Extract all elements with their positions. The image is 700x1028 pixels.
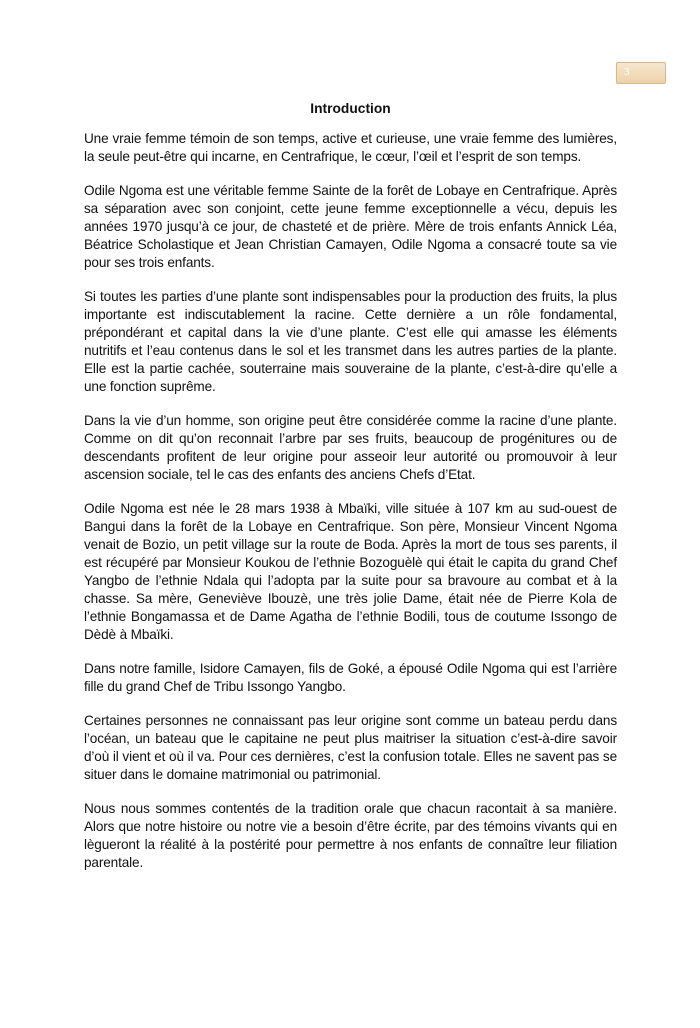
paragraph-3: Si toutes les parties d’une plante sont indispensables pour la production des fruits, la plus importante est indiscutablement la racine. Cette dernière a un rôle fondamental, prépondérant et capital dans la vie d’une plante. C’est elle qui amasse les éléments nutritifs et l’eau contenus dans le sol et les transmet dans les autres parties de la plante. Elle est la partie cachée, souterraine mais souveraine de la plante, c’est-à-dire qu’elle a une fonction suprême. bbox=[84, 289, 617, 394]
paragraph-6: Dans notre famille, Isidore Camayen, fils de Goké, a épousé Odile Ngoma qui est l’arrière fille du grand Chef de Tribu Issongo Yangbo. bbox=[84, 661, 617, 694]
document-body bbox=[84, 100, 617, 888]
page-number: 3 bbox=[624, 66, 630, 78]
paragraph-4: Dans la vie d’un homme, son origine peut être considérée comme la racine d’une plante. Comme on dit qu’on reconnait l’arbre par ses fruits, beaucoup de progénitures ou de descendants profitent de leur origine pour asseoir leur autorité ou promouvoir à leur ascension sociale, tel le cas des enfants des anciens Chefs d’Etat. bbox=[84, 413, 617, 482]
paragraph-1: Une vraie femme témoin de son temps, active et curieuse, une vraie femme des lumières, la seule peut-être qui incarne, en Centrafrique, le cœur, l’œil et l’esprit de son temps. bbox=[84, 131, 617, 164]
paragraph-5: Odile Ngoma est née le 28 mars 1938 à Mbaïki, ville située à 107 km au sud-ouest de Bangui dans la forêt de la Lobaye en Centrafrique. Son père, Monsieur Vincent Ngoma venait de Bozio, un petit village sur la route de Boda. Après la mort de tous ses parents, il est récupéré par Monsieur Koukou de l’ethnie Bozoguèlè qui était le capita du grand Chef Yangbo de l’ethnie Ndala qui l’adopta par la suite pour sa bravoure au combat et à la chasse. Sa mère, Geneviève Ibouzè, une très jolie Dame, était née de Pierre Kola de l’ethnie Bongamassa et de Dame Agatha de l’ethnie Bodili, tous de coutume Issongo de Dèdè à Mbaïki. bbox=[84, 501, 617, 642]
paragraph-7: Certaines personnes ne connaissant pas leur origine sont comme un bateau perdu dans l’océan, un bateau que le capitaine ne peut plus maitriser la situation c’est-à-dire savoir d’où il vient et où il va. Pour ces dernières, c’est la confusion totale. Elles ne savent pas se situer dans le domaine matrimonial ou patrimonial. bbox=[84, 713, 617, 782]
page-number-box bbox=[616, 62, 666, 84]
paragraph-2: Odile Ngoma est une véritable femme Sainte de la forêt de Lobaye en Centrafrique. Après sa séparation avec son conjoint, cette jeune femme exceptionnelle a vécu, depuis les années 1970 jusqu’à ce jour, de chasteté et de prière. Mère de trois enfants Annick Léa, Béatrice Scholastique et Jean Christian Camayen, Odile Ngoma a consacré toute sa vie pour ses trois enfants. bbox=[84, 183, 617, 270]
section-title: Introduction bbox=[310, 101, 391, 116]
paragraph-8: Nous nous sommes contentés de la tradition orale que chacun racontait à sa manière. Alors que notre histoire ou notre vie a besoin d’être écrite, par des témoins vivants qui en lègueront la réalité à la postérité pour permettre à nos enfants de connaître leur filiation parentale. bbox=[84, 801, 617, 870]
